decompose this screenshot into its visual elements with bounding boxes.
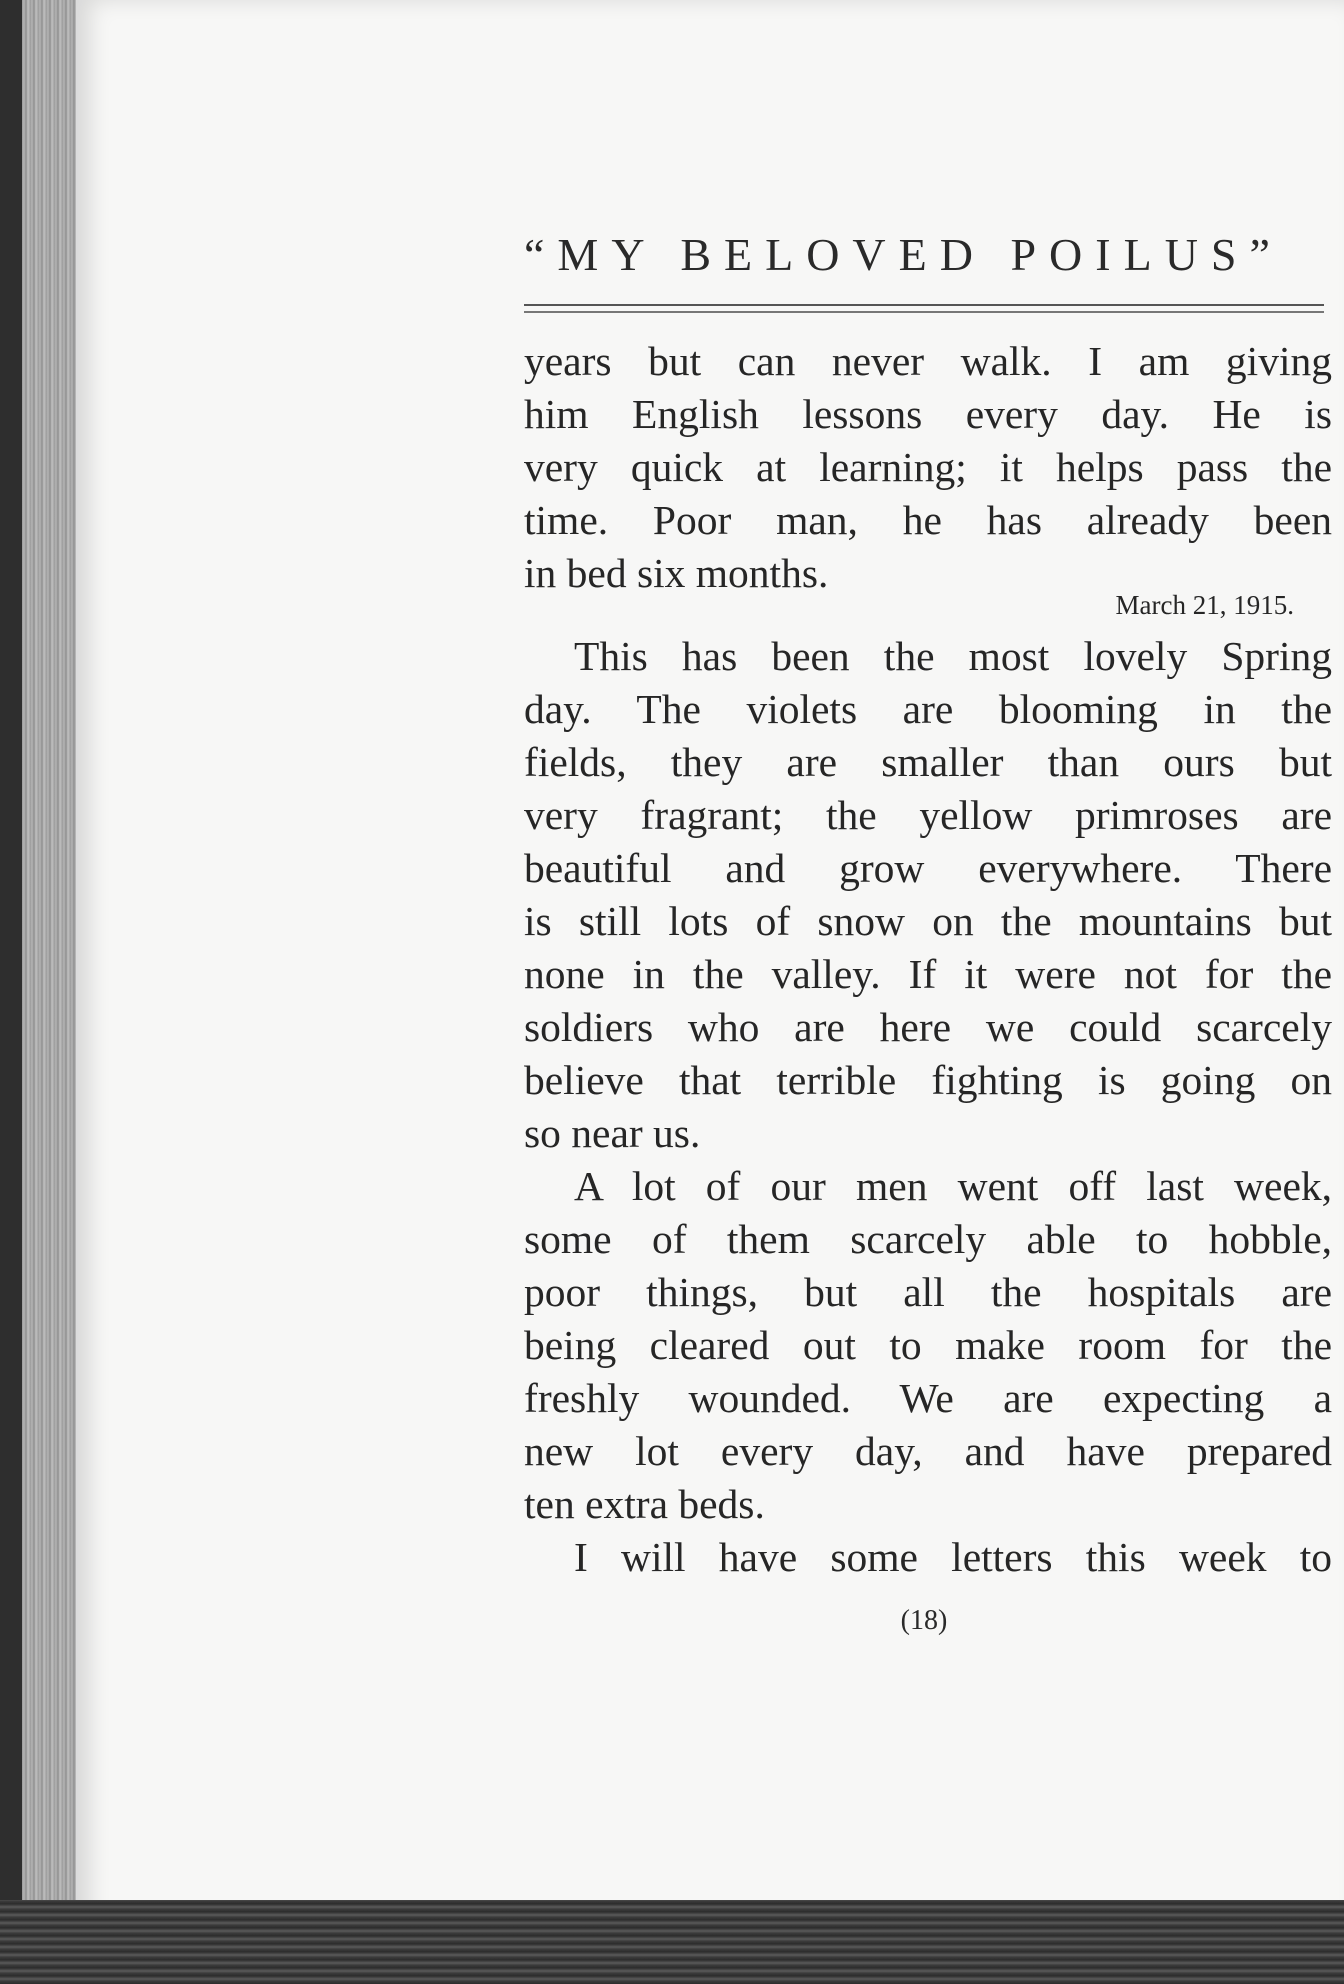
- text-line: soldiers who are here we could scarcely: [524, 1004, 1332, 1050]
- text-line: being cleared out to make room for the: [524, 1322, 1332, 1368]
- book-bottom-edge: [0, 1900, 1344, 1984]
- page-number: (18): [900, 1605, 948, 1636]
- text-line: This has been the most lovely Spring: [574, 633, 1332, 679]
- text-line: him English lessons every day. He is: [524, 391, 1332, 437]
- text-line: new lot every day, and have prepared: [524, 1428, 1332, 1474]
- book-page: [76, 0, 1344, 1940]
- text-line: in bed six months.: [524, 550, 829, 596]
- text-line: very quick at learning; it helps pass the: [524, 444, 1332, 490]
- text-line: some of them scarcely able to hobble,: [524, 1216, 1332, 1262]
- text-line: is still lots of snow on the mountains but: [524, 898, 1332, 944]
- text-line: A lot of our men went off last week,: [574, 1163, 1332, 1209]
- dateline: March 21, 1915.: [1115, 590, 1294, 620]
- text-line: ten extra beds.: [524, 1481, 765, 1527]
- text-line: believe that terrible fighting is going on: [524, 1057, 1332, 1103]
- text-line: fields, they are smaller than ours but: [524, 739, 1332, 785]
- paragraph-continued: [524, 335, 1332, 600]
- text-line: freshly wounded. We are expecting a: [524, 1375, 1332, 1421]
- text-line: poor things, but all the hospitals are: [524, 1269, 1332, 1315]
- paragraph-spring: [524, 630, 1332, 1160]
- text-line: time. Poor man, he has already been: [524, 497, 1332, 543]
- text-line: beautiful and grow everywhere. There: [524, 845, 1332, 891]
- header-rule-secondary: [524, 311, 1324, 313]
- paragraph-men-left: [524, 1160, 1332, 1531]
- text-line: I will have some letters this week to: [574, 1534, 1332, 1580]
- running-head: “MY BELOVED POILUS”: [524, 229, 1283, 280]
- text-line: years but can never walk. I am giving: [524, 338, 1332, 384]
- text-line: none in the valley. If it were not for the: [524, 951, 1332, 997]
- text-line: day. The violets are blooming in the: [524, 686, 1332, 732]
- text-line: very fragrant; the yellow primroses are: [524, 792, 1332, 838]
- body-text: [524, 335, 1332, 1584]
- header-rule: [524, 304, 1324, 306]
- text-line: so near us.: [524, 1110, 701, 1156]
- paragraph-letters: [524, 1531, 1332, 1584]
